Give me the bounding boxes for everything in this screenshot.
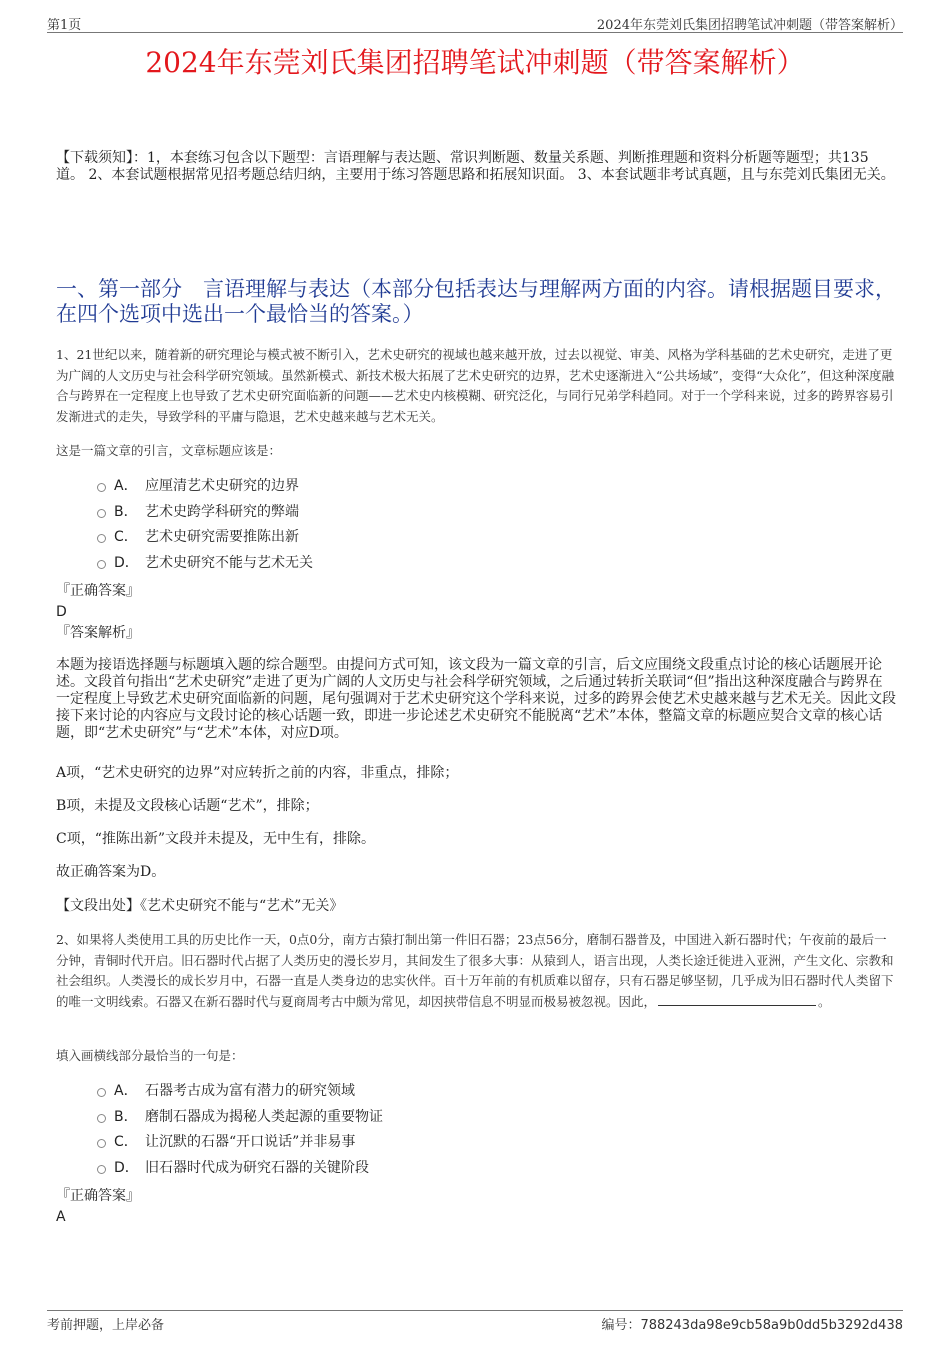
page-number: 第1页 [47,18,82,33]
question-1-answer-block [56,582,896,642]
question-2-text: 2、如果将人类使用工具的历史比作一天，0点0分，南方古猿打制出第一件旧石器；23点56分，磨制石器普及，中国进入新石器时代；午夜前的最后一分钟，青铜时代开启。旧石器时代占据了人类历史的漫长岁月，其间发生了很多大事：从猿到人，语言出现，人类长途迁徙进入亚洲，产生文化、宗教和社会组织。人类漫长的成长岁月中，石器一直是人类身边的忠实伙伴。百十万年前的有机质难以留存，只有石器足够坚韧，几乎成为旧石器时代人类留下的唯一文明线索。石器又在新石器时代与夏商周考古中颇为常见，却因挟带信息不明显而极易被忽视。因此， 。 [56,932,894,1009]
question-2-option-a[interactable]: A． 石器考古成为富有潜力的研究领域 [95,1079,695,1105]
radio-icon[interactable] [97,483,106,492]
radio-icon[interactable] [97,560,106,569]
fill-blank[interactable] [658,993,816,1006]
question-2-answer-block [56,1187,896,1226]
answer-value: A [56,1209,66,1225]
radio-icon[interactable] [97,534,106,543]
question-2-prompt: 填入画横线部分最恰当的一句是： [56,1048,244,1063]
question-1-exclusion-a: A项，“艺术史研究的边界”对应转折之前的内容，非重点，排除； [56,765,459,781]
radio-icon[interactable] [97,509,106,518]
question-1-option-b[interactable]: B． 艺术史跨学科研究的弊端 [95,500,695,526]
page-header [47,14,903,32]
page-footer [47,1314,903,1332]
question-2-option-b[interactable]: B． 磨制石器成为揭秘人类起源的重要物证 [95,1105,695,1131]
question-1-exclusion-b: B项，未提及文段核心话题“艺术”，排除； [56,798,319,814]
question-1-option-c[interactable]: C． 艺术史研究需要推陈出新 [95,525,695,551]
section-heading: 一、第一部分 言语理解与表达（本部分包括表达与理解两方面的内容。请根据题目要求，在四个选项中选出一个最恰当的答案。） [56,277,896,326]
question-1-conclusion: 故正确答案为D。 [56,864,166,880]
radio-icon[interactable] [97,1088,106,1097]
question-1-option-a[interactable]: A． 应厘清艺术史研究的边界 [95,474,695,500]
question-1-prompt: 这是一篇文章的引言，文章标题应该是： [56,443,282,458]
question-1-options [95,474,695,576]
question-2-option-d[interactable]: D． 旧石器时代成为研究石器的关键阶段 [95,1156,695,1182]
radio-icon[interactable] [97,1114,106,1123]
download-notice: 【下载须知】：1，本套练习包含以下题型：言语理解与表达题、常识判断题、数量关系题、判断推理题和资料分析题等题型；共135道。 2、本套试题根据常见招考题总结归纳，主要用于练习答题思路和拓展知识面。 3、本套试题非考试真题，且与东莞刘氏集团无关。 [56,150,895,183]
question-1-option-d[interactable]: D． 艺术史研究不能与艺术无关 [95,551,695,577]
radio-icon[interactable] [97,1139,106,1148]
question-1-exclusion-c: C项，“推陈出新”文段并未提及，无中生有，排除。 [56,831,376,847]
footer-slogan: 考前押题，上岸必备 [47,1318,165,1333]
answer-label: 『正确答案』 [56,583,140,599]
answer-label: 『正确答案』 [56,1188,140,1204]
footer-code: 编号：788243da98e9cb58a9b0dd5b3292d438 [601,1318,903,1333]
answer-value: D [56,604,67,620]
question-1-analysis: 本题为接语选择题与标题填入题的综合题型。由提问方式可知，该文段为一篇文章的引言，后文应围绕文段重点讨论的核心话题展开论述。文段首句指出“艺术史研究”走进了更为广阔的人文历史与社会科学研究领域，之后通过转折关联词“但”指出这种深度融合与跨界在一定程度上导致艺术史研究面临新的问题，尾句强调对于艺术史研究这个学科来说，过多的跨界会使艺术史越来越与艺术无关。因此文段接下来讨论的内容应与文段讨论的核心话题一致，即进一步论述艺术史研究不能脱离“艺术”本体，整篇文章的标题应契合文章的核心话题，即“艺术史研究”与“艺术”本体，对应D项。 [56,657,896,741]
header-divider [47,32,903,33]
question-2-options [95,1079,695,1181]
footer-divider [47,1310,903,1311]
radio-icon[interactable] [97,1165,106,1174]
page-title: 2024年东莞刘氏集团招聘笔试冲刺题（带答案解析） [145,46,805,79]
question-1-source: 【文段出处】《艺术史研究不能与“艺术”无关》 [56,898,344,914]
question-1-text: 1、21世纪以来，随着新的研究理论与模式被不断引入，艺术史研究的视域也越来越开放，过去以视觉、审美、风格为学科基础的艺术史研究，走进了更为广阔的人文历史与社会科学研究领域。虽然新模式、新技术极大拓展了艺术史研究的边界，艺术史逐渐进入“公共场域”，变得“大众化”，但这种深度融合与跨界在一定程度上也导致了艺术史研究面临新的问题——艺术史内核模糊、研究泛化，与同行兄弟学科趋同。对于一个学科来说，过多的跨界容易引发渐进式的走失，导致学科的平庸与隐退，艺术史越来越与艺术无关。 [56,347,895,424]
question-2-option-c[interactable]: C． 让沉默的石器“开口说话”并非易事 [95,1130,695,1156]
header-doc-title: 2024年东莞刘氏集团招聘笔试冲刺题（带答案解析） [596,18,903,33]
analysis-label: 『答案解析』 [56,625,140,641]
